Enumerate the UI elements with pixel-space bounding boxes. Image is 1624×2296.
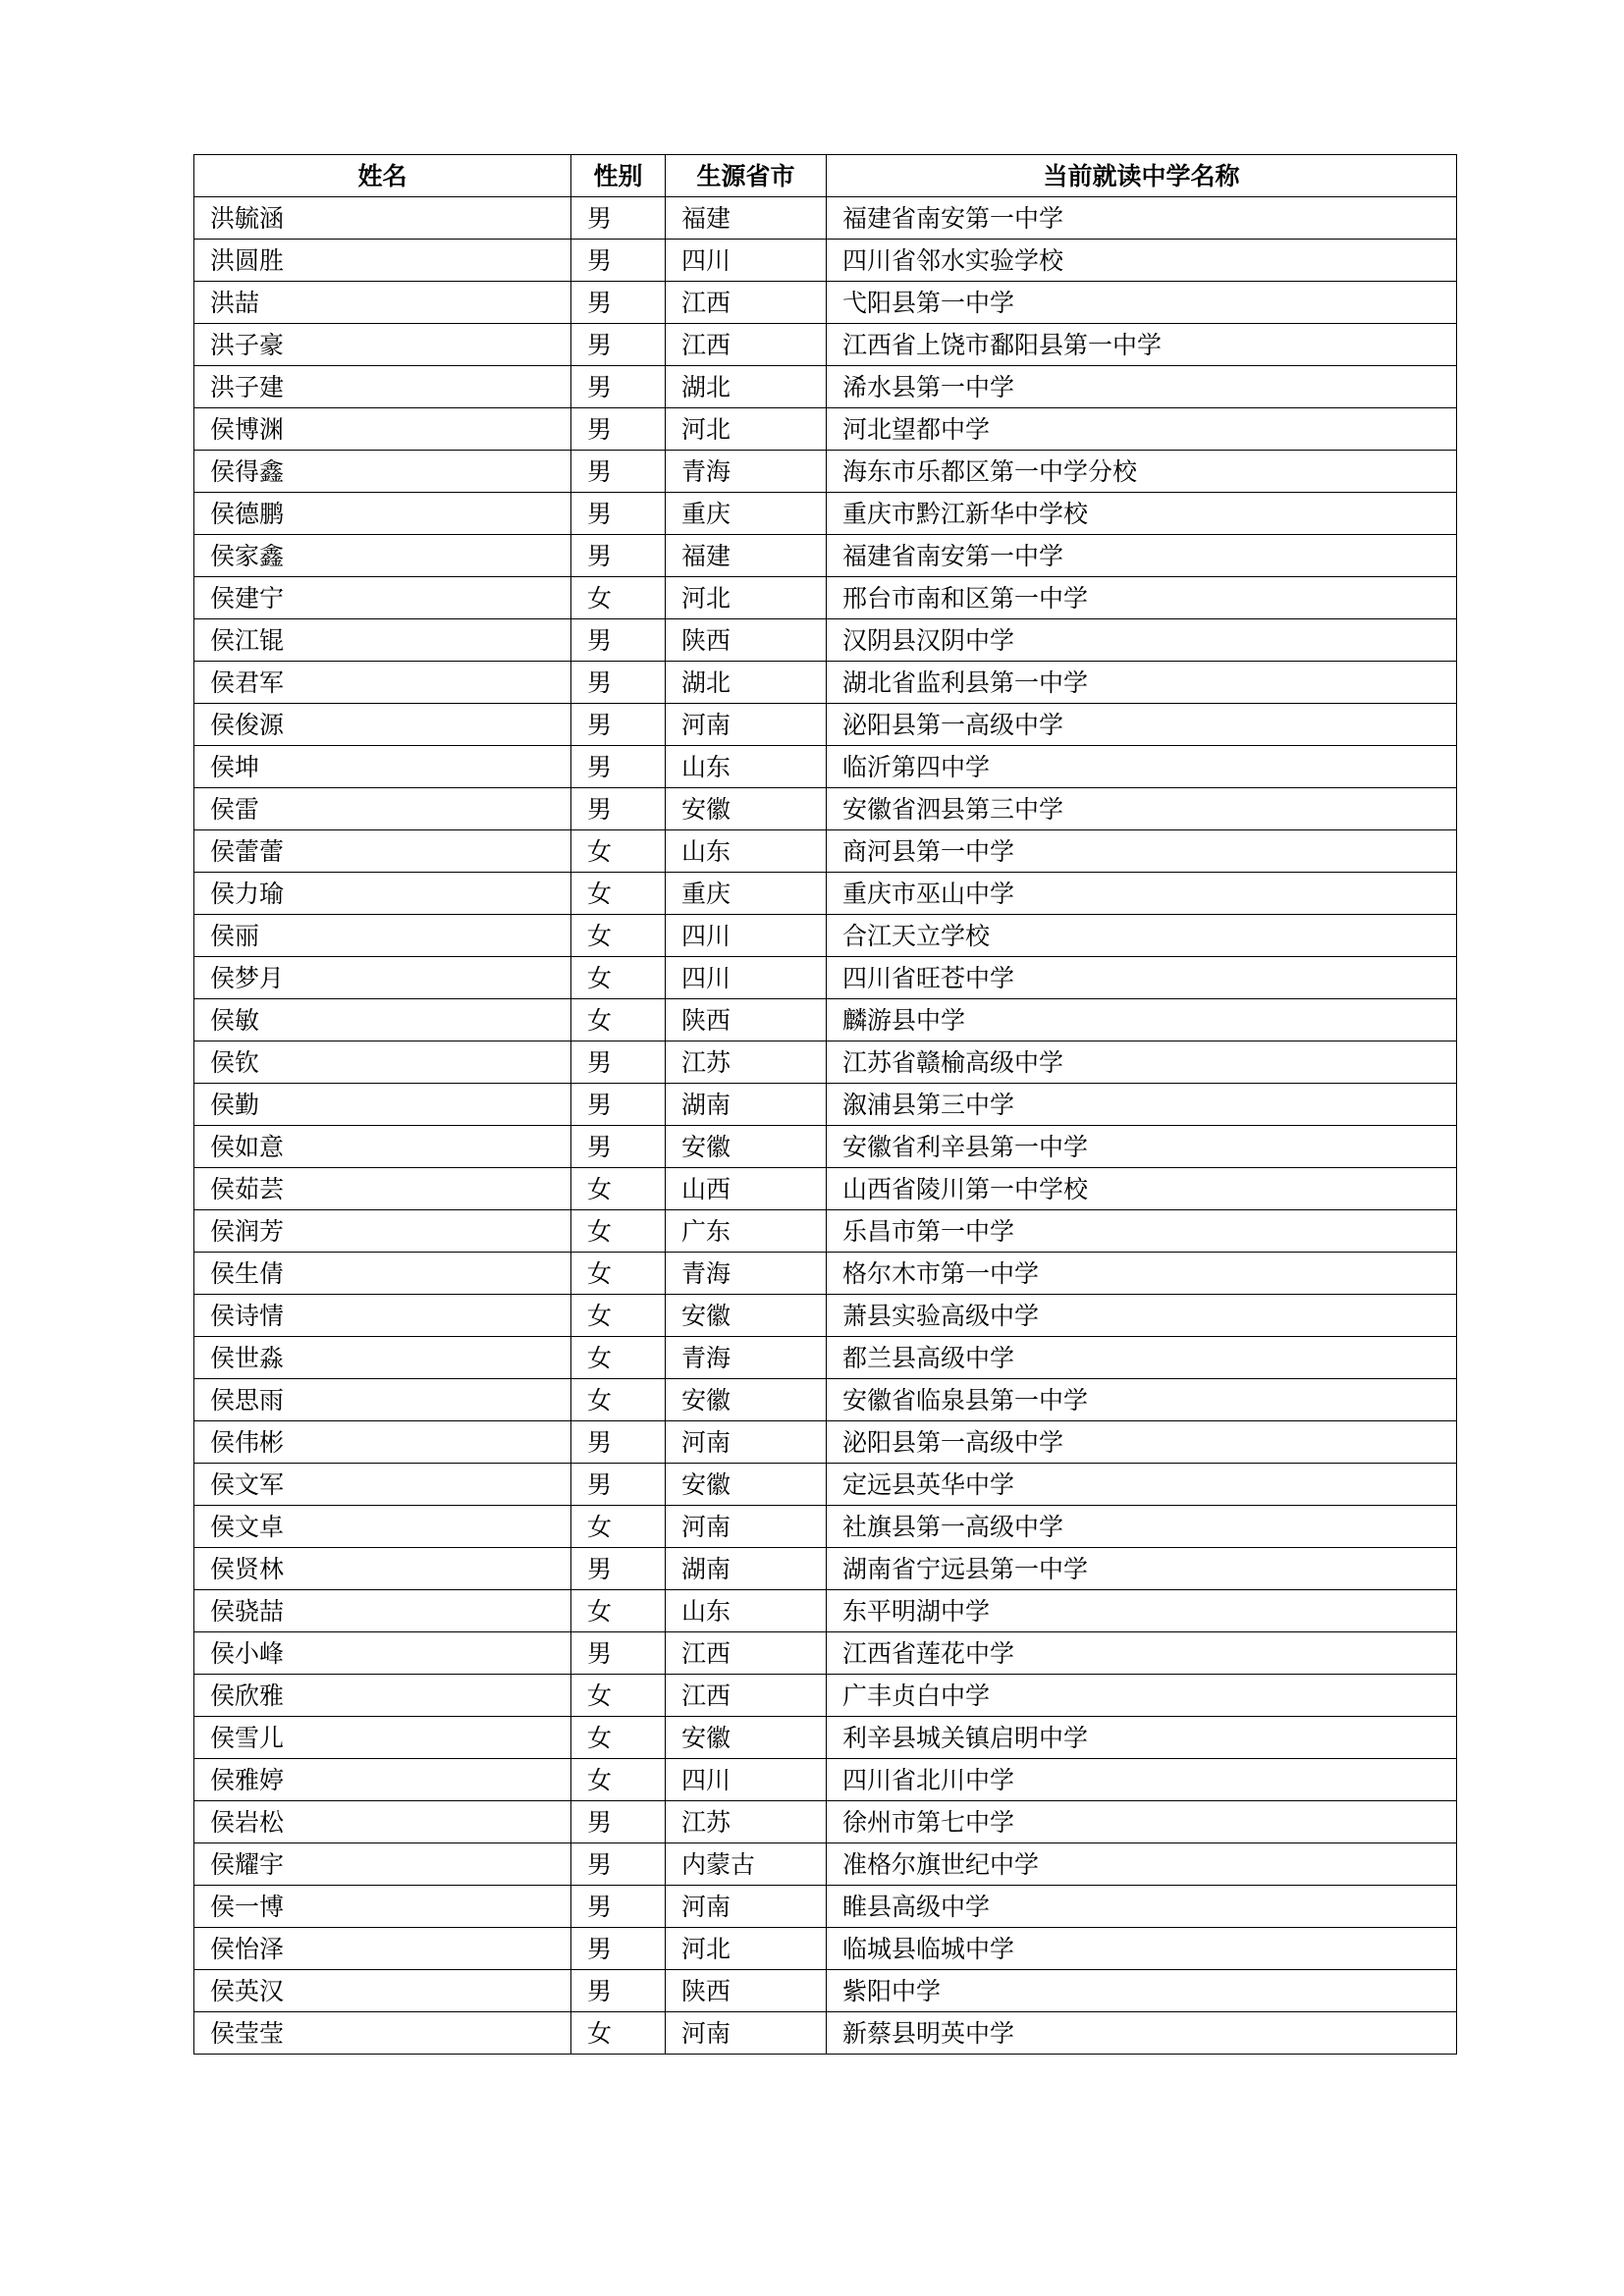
cell-school: 四川省北川中学 bbox=[827, 1759, 1457, 1801]
cell-school: 重庆市巫山中学 bbox=[827, 873, 1457, 915]
cell-name: 侯文军 bbox=[194, 1464, 571, 1506]
cell-province: 四川 bbox=[666, 240, 827, 282]
cell-name: 侯如意 bbox=[194, 1126, 571, 1168]
table-row bbox=[194, 788, 1457, 830]
cell-school: 安徽省临泉县第一中学 bbox=[827, 1379, 1457, 1421]
cell-school: 江西省莲花中学 bbox=[827, 1632, 1457, 1675]
cell-name: 侯博渊 bbox=[194, 408, 571, 451]
cell-school: 社旗县第一高级中学 bbox=[827, 1506, 1457, 1548]
cell-province: 河南 bbox=[666, 1506, 827, 1548]
table-row bbox=[194, 1506, 1457, 1548]
cell-school: 广丰贞白中学 bbox=[827, 1675, 1457, 1717]
table-row bbox=[194, 1084, 1457, 1126]
table-row bbox=[194, 2012, 1457, 2055]
cell-school: 萧县实验高级中学 bbox=[827, 1295, 1457, 1337]
cell-school: 徐州市第七中学 bbox=[827, 1801, 1457, 1843]
cell-name: 侯欣雅 bbox=[194, 1675, 571, 1717]
cell-school: 江苏省赣榆高级中学 bbox=[827, 1041, 1457, 1084]
cell-name: 洪毓涵 bbox=[194, 197, 571, 240]
cell-school: 泌阳县第一高级中学 bbox=[827, 1421, 1457, 1464]
header-school: 当前就读中学名称 bbox=[827, 155, 1457, 197]
cell-school: 合江天立学校 bbox=[827, 915, 1457, 957]
cell-province: 安徽 bbox=[666, 788, 827, 830]
cell-province: 江西 bbox=[666, 1675, 827, 1717]
cell-school: 福建省南安第一中学 bbox=[827, 535, 1457, 577]
cell-province: 湖北 bbox=[666, 662, 827, 704]
cell-province: 江苏 bbox=[666, 1801, 827, 1843]
cell-gender: 男 bbox=[571, 1886, 666, 1928]
cell-gender: 男 bbox=[571, 1970, 666, 2012]
cell-gender: 女 bbox=[571, 1210, 666, 1253]
table-row bbox=[194, 1548, 1457, 1590]
cell-school: 重庆市黔江新华中学校 bbox=[827, 493, 1457, 535]
cell-province: 陕西 bbox=[666, 999, 827, 1041]
table-row bbox=[194, 1253, 1457, 1295]
cell-gender: 男 bbox=[571, 1464, 666, 1506]
cell-name: 侯小峰 bbox=[194, 1632, 571, 1675]
cell-gender: 女 bbox=[571, 1253, 666, 1295]
cell-province: 山东 bbox=[666, 746, 827, 788]
cell-school: 江西省上饶市鄱阳县第一中学 bbox=[827, 324, 1457, 366]
cell-gender: 女 bbox=[571, 1295, 666, 1337]
cell-school: 河北望都中学 bbox=[827, 408, 1457, 451]
table-row bbox=[194, 1843, 1457, 1886]
cell-province: 江西 bbox=[666, 1632, 827, 1675]
cell-school: 紫阳中学 bbox=[827, 1970, 1457, 2012]
cell-province: 四川 bbox=[666, 957, 827, 999]
student-roster-table bbox=[193, 154, 1457, 2055]
cell-gender: 男 bbox=[571, 451, 666, 493]
cell-gender: 女 bbox=[571, 1168, 666, 1210]
cell-name: 侯家鑫 bbox=[194, 535, 571, 577]
cell-name: 侯雅婷 bbox=[194, 1759, 571, 1801]
cell-name: 侯耀宇 bbox=[194, 1843, 571, 1886]
cell-name: 侯思雨 bbox=[194, 1379, 571, 1421]
table-row bbox=[194, 1210, 1457, 1253]
table-row bbox=[194, 324, 1457, 366]
cell-province: 福建 bbox=[666, 535, 827, 577]
cell-province: 山东 bbox=[666, 830, 827, 873]
cell-province: 安徽 bbox=[666, 1126, 827, 1168]
cell-name: 洪子建 bbox=[194, 366, 571, 408]
header-row bbox=[194, 155, 1457, 197]
cell-school: 海东市乐都区第一中学分校 bbox=[827, 451, 1457, 493]
cell-province: 安徽 bbox=[666, 1717, 827, 1759]
cell-province: 江苏 bbox=[666, 1041, 827, 1084]
table-row bbox=[194, 830, 1457, 873]
cell-school: 福建省南安第一中学 bbox=[827, 197, 1457, 240]
cell-gender: 女 bbox=[571, 1379, 666, 1421]
table-row bbox=[194, 662, 1457, 704]
cell-gender: 男 bbox=[571, 1084, 666, 1126]
header-province: 生源省市 bbox=[666, 155, 827, 197]
cell-province: 安徽 bbox=[666, 1464, 827, 1506]
cell-gender: 男 bbox=[571, 240, 666, 282]
cell-school: 准格尔旗世纪中学 bbox=[827, 1843, 1457, 1886]
cell-school: 湖北省监利县第一中学 bbox=[827, 662, 1457, 704]
cell-province: 河南 bbox=[666, 1886, 827, 1928]
table-row bbox=[194, 1126, 1457, 1168]
cell-name: 侯蕾蕾 bbox=[194, 830, 571, 873]
cell-school: 睢县高级中学 bbox=[827, 1886, 1457, 1928]
table-row bbox=[194, 1801, 1457, 1843]
cell-name: 侯敏 bbox=[194, 999, 571, 1041]
table-row bbox=[194, 282, 1457, 324]
cell-province: 四川 bbox=[666, 1759, 827, 1801]
cell-province: 陕西 bbox=[666, 619, 827, 662]
cell-school: 汉阴县汉阴中学 bbox=[827, 619, 1457, 662]
cell-gender: 女 bbox=[571, 873, 666, 915]
cell-gender: 男 bbox=[571, 535, 666, 577]
table-row bbox=[194, 451, 1457, 493]
table-row bbox=[194, 1464, 1457, 1506]
table-row bbox=[194, 408, 1457, 451]
cell-name: 侯坤 bbox=[194, 746, 571, 788]
table-row bbox=[194, 240, 1457, 282]
cell-school: 湖南省宁远县第一中学 bbox=[827, 1548, 1457, 1590]
cell-gender: 男 bbox=[571, 746, 666, 788]
table-row bbox=[194, 1041, 1457, 1084]
cell-name: 侯茹芸 bbox=[194, 1168, 571, 1210]
table-row bbox=[194, 1675, 1457, 1717]
cell-province: 安徽 bbox=[666, 1295, 827, 1337]
cell-name: 侯英汉 bbox=[194, 1970, 571, 2012]
cell-name: 侯得鑫 bbox=[194, 451, 571, 493]
cell-school: 安徽省利辛县第一中学 bbox=[827, 1126, 1457, 1168]
cell-province: 青海 bbox=[666, 451, 827, 493]
table-row bbox=[194, 915, 1457, 957]
cell-name: 洪喆 bbox=[194, 282, 571, 324]
table-row bbox=[194, 704, 1457, 746]
cell-gender: 男 bbox=[571, 1421, 666, 1464]
cell-name: 侯莹莹 bbox=[194, 2012, 571, 2055]
cell-province: 安徽 bbox=[666, 1379, 827, 1421]
cell-province: 内蒙古 bbox=[666, 1843, 827, 1886]
cell-province: 重庆 bbox=[666, 873, 827, 915]
cell-name: 侯梦月 bbox=[194, 957, 571, 999]
cell-name: 侯骁喆 bbox=[194, 1590, 571, 1632]
table-row bbox=[194, 1632, 1457, 1675]
cell-gender: 女 bbox=[571, 577, 666, 619]
table-row bbox=[194, 1168, 1457, 1210]
table-row bbox=[194, 1379, 1457, 1421]
table-row bbox=[194, 1970, 1457, 2012]
cell-name: 侯文卓 bbox=[194, 1506, 571, 1548]
cell-province: 湖北 bbox=[666, 366, 827, 408]
cell-gender: 男 bbox=[571, 197, 666, 240]
table-row bbox=[194, 1717, 1457, 1759]
cell-gender: 男 bbox=[571, 408, 666, 451]
table-row bbox=[194, 873, 1457, 915]
cell-name: 侯诗情 bbox=[194, 1295, 571, 1337]
cell-gender: 男 bbox=[571, 619, 666, 662]
cell-gender: 女 bbox=[571, 1675, 666, 1717]
cell-province: 河北 bbox=[666, 408, 827, 451]
cell-province: 湖南 bbox=[666, 1084, 827, 1126]
table-row bbox=[194, 1928, 1457, 1970]
cell-school: 都兰县高级中学 bbox=[827, 1337, 1457, 1379]
cell-gender: 男 bbox=[571, 1843, 666, 1886]
table-row bbox=[194, 1759, 1457, 1801]
cell-name: 侯生倩 bbox=[194, 1253, 571, 1295]
cell-province: 河南 bbox=[666, 704, 827, 746]
cell-gender: 男 bbox=[571, 662, 666, 704]
cell-school: 乐昌市第一中学 bbox=[827, 1210, 1457, 1253]
cell-province: 山西 bbox=[666, 1168, 827, 1210]
cell-name: 侯润芳 bbox=[194, 1210, 571, 1253]
cell-school: 麟游县中学 bbox=[827, 999, 1457, 1041]
cell-school: 定远县英华中学 bbox=[827, 1464, 1457, 1506]
cell-gender: 男 bbox=[571, 1632, 666, 1675]
table-row bbox=[194, 746, 1457, 788]
cell-school: 四川省旺苍中学 bbox=[827, 957, 1457, 999]
cell-name: 洪子豪 bbox=[194, 324, 571, 366]
cell-province: 河北 bbox=[666, 577, 827, 619]
table-row bbox=[194, 1886, 1457, 1928]
cell-school: 利辛县城关镇启明中学 bbox=[827, 1717, 1457, 1759]
cell-school: 溆浦县第三中学 bbox=[827, 1084, 1457, 1126]
cell-province: 四川 bbox=[666, 915, 827, 957]
table-row bbox=[194, 999, 1457, 1041]
cell-gender: 男 bbox=[571, 1928, 666, 1970]
table-row bbox=[194, 1421, 1457, 1464]
cell-name: 侯力瑜 bbox=[194, 873, 571, 915]
cell-name: 侯俊源 bbox=[194, 704, 571, 746]
cell-gender: 女 bbox=[571, 957, 666, 999]
cell-gender: 男 bbox=[571, 324, 666, 366]
cell-gender: 女 bbox=[571, 1759, 666, 1801]
cell-name: 侯勤 bbox=[194, 1084, 571, 1126]
cell-gender: 女 bbox=[571, 2012, 666, 2055]
cell-gender: 男 bbox=[571, 1801, 666, 1843]
cell-gender: 男 bbox=[571, 1041, 666, 1084]
cell-name: 侯伟彬 bbox=[194, 1421, 571, 1464]
cell-school: 临沂第四中学 bbox=[827, 746, 1457, 788]
cell-gender: 男 bbox=[571, 788, 666, 830]
table-row bbox=[194, 577, 1457, 619]
table-row bbox=[194, 619, 1457, 662]
cell-school: 新蔡县明英中学 bbox=[827, 2012, 1457, 2055]
header-gender: 性别 bbox=[571, 155, 666, 197]
table-header bbox=[194, 155, 1457, 197]
cell-name: 侯建宁 bbox=[194, 577, 571, 619]
cell-name: 侯怡泽 bbox=[194, 1928, 571, 1970]
cell-province: 河南 bbox=[666, 2012, 827, 2055]
cell-school: 四川省邻水实验学校 bbox=[827, 240, 1457, 282]
table-row bbox=[194, 366, 1457, 408]
table-row bbox=[194, 957, 1457, 999]
cell-name: 侯江锟 bbox=[194, 619, 571, 662]
cell-name: 侯雷 bbox=[194, 788, 571, 830]
cell-gender: 男 bbox=[571, 366, 666, 408]
header-name: 姓名 bbox=[194, 155, 571, 197]
table-row bbox=[194, 493, 1457, 535]
cell-school: 邢台市南和区第一中学 bbox=[827, 577, 1457, 619]
cell-name: 侯德鹏 bbox=[194, 493, 571, 535]
cell-name: 侯贤林 bbox=[194, 1548, 571, 1590]
cell-province: 河南 bbox=[666, 1421, 827, 1464]
table-row bbox=[194, 1590, 1457, 1632]
cell-gender: 男 bbox=[571, 493, 666, 535]
cell-name: 侯丽 bbox=[194, 915, 571, 957]
cell-school: 山西省陵川第一中学校 bbox=[827, 1168, 1457, 1210]
cell-gender: 女 bbox=[571, 915, 666, 957]
cell-school: 浠水县第一中学 bbox=[827, 366, 1457, 408]
cell-name: 侯雪儿 bbox=[194, 1717, 571, 1759]
cell-school: 泌阳县第一高级中学 bbox=[827, 704, 1457, 746]
cell-school: 东平明湖中学 bbox=[827, 1590, 1457, 1632]
table-body bbox=[194, 197, 1457, 2055]
cell-province: 河北 bbox=[666, 1928, 827, 1970]
cell-province: 重庆 bbox=[666, 493, 827, 535]
cell-gender: 男 bbox=[571, 704, 666, 746]
cell-province: 福建 bbox=[666, 197, 827, 240]
cell-gender: 女 bbox=[571, 999, 666, 1041]
cell-school: 临城县临城中学 bbox=[827, 1928, 1457, 1970]
table-row bbox=[194, 1295, 1457, 1337]
cell-province: 陕西 bbox=[666, 1970, 827, 2012]
cell-school: 商河县第一中学 bbox=[827, 830, 1457, 873]
cell-name: 侯君军 bbox=[194, 662, 571, 704]
cell-gender: 女 bbox=[571, 1717, 666, 1759]
cell-name: 侯岩松 bbox=[194, 1801, 571, 1843]
cell-province: 湖南 bbox=[666, 1548, 827, 1590]
cell-province: 青海 bbox=[666, 1253, 827, 1295]
cell-school: 弋阳县第一中学 bbox=[827, 282, 1457, 324]
cell-gender: 男 bbox=[571, 282, 666, 324]
cell-name: 侯世淼 bbox=[194, 1337, 571, 1379]
table-row bbox=[194, 535, 1457, 577]
cell-province: 江西 bbox=[666, 282, 827, 324]
cell-name: 侯一博 bbox=[194, 1886, 571, 1928]
cell-name: 侯钦 bbox=[194, 1041, 571, 1084]
cell-province: 江西 bbox=[666, 324, 827, 366]
cell-province: 青海 bbox=[666, 1337, 827, 1379]
cell-gender: 女 bbox=[571, 1590, 666, 1632]
cell-gender: 女 bbox=[571, 830, 666, 873]
cell-name: 洪圆胜 bbox=[194, 240, 571, 282]
cell-province: 广东 bbox=[666, 1210, 827, 1253]
cell-province: 山东 bbox=[666, 1590, 827, 1632]
cell-school: 安徽省泗县第三中学 bbox=[827, 788, 1457, 830]
cell-school: 格尔木市第一中学 bbox=[827, 1253, 1457, 1295]
table-row bbox=[194, 197, 1457, 240]
cell-gender: 男 bbox=[571, 1126, 666, 1168]
table-row bbox=[194, 1337, 1457, 1379]
cell-gender: 女 bbox=[571, 1337, 666, 1379]
cell-gender: 男 bbox=[571, 1548, 666, 1590]
cell-gender: 女 bbox=[571, 1506, 666, 1548]
